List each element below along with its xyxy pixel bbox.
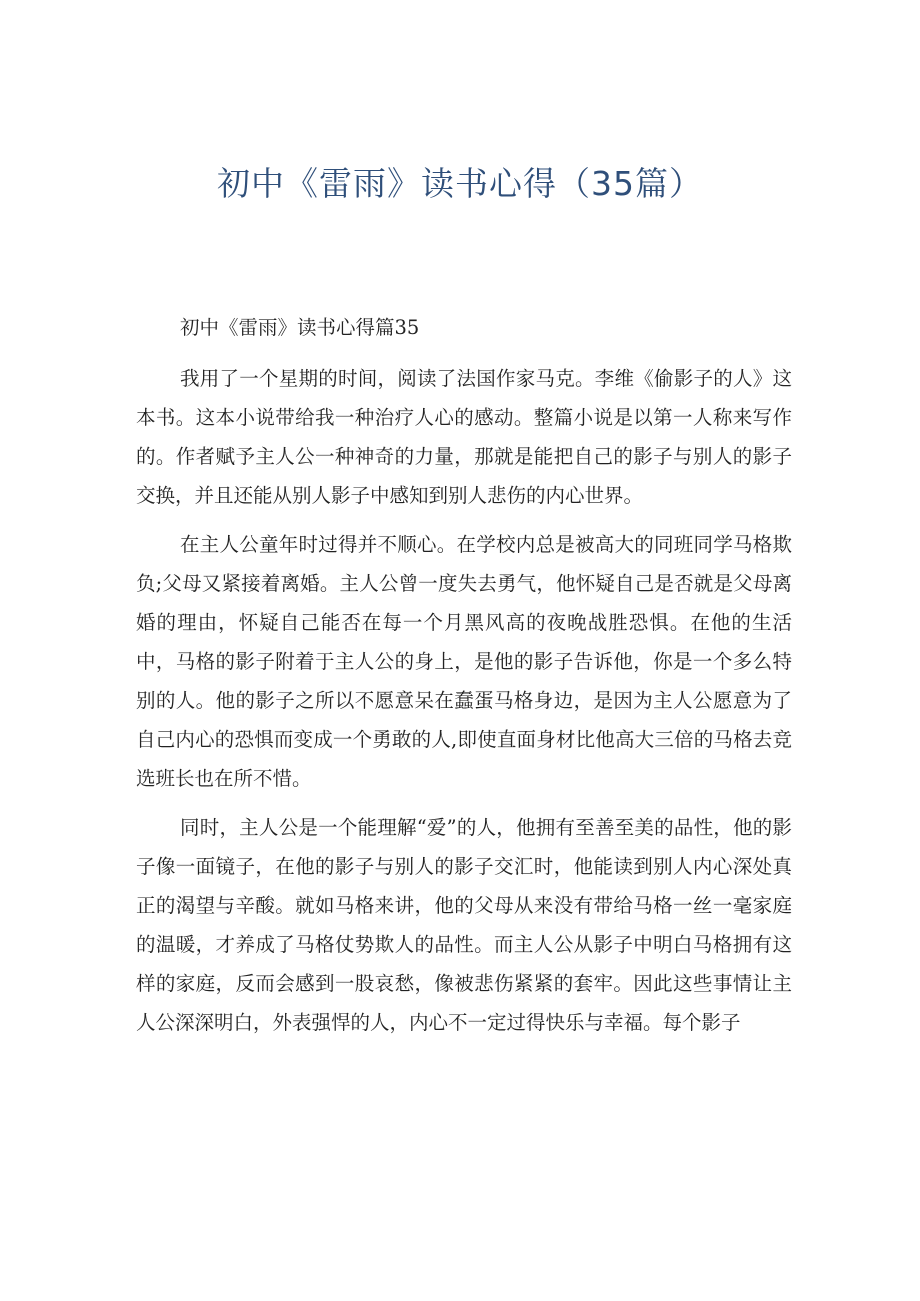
paragraph-1: 我用了一个星期的时间，阅读了法国作家马克。李维《偷影子的人》这本书。这本小说带给我一种治疗人心的感动。整篇小说是以第一人称来写作的。作者赋予主人公一种神奇的力量，那就是能把自己的影子与别人的影子交换，并且还能从别人影子中感知到别人悲伤的内心世界。: [136, 367, 792, 507]
document-body: [136, 308, 792, 1052]
document-title: 初中《雷雨》读书心得（35篇）: [217, 164, 703, 203]
paragraph-3: 同时，主人公是一个能理解“爱”的人，他拥有至善至美的品性，他的影子像一面镜子，在他的影子与别人的影子交汇时，他能读到别人内心深处真正的渴望与辛酸。就如马格来讲，他的父母从来没有带给马格一丝一毫家庭的温暖，才养成了马格仗势欺人的品性。而主人公从影子中明白马格拥有这样的家庭，反而会感到一股哀愁，像被悲伤紧紧的套牢。因此这些事情让主人公深深明白，外表强悍的人，内心不一定过得快乐与幸福。每个影子: [136, 816, 792, 1034]
section-heading: 初中《雷雨》读书心得篇35: [180, 316, 420, 339]
paragraph-2: 在主人公童年时过得并不顺心。在学校内总是被高大的同班同学马格欺负;父母又紧接着离婚。主人公曾一度失去勇气，他怀疑自己是否就是父母离婚的理由，怀疑自己能否在每一个月黑风高的夜晚战胜恐惧。在他的生活中，马格的影子附着于主人公的身上，是他的影子告诉他，你是一个多么特别的人。他的影子之所以不愿意呆在蠢蛋马格身边，是因为主人公愿意为了自己内心的恐惧而变成一个勇敢的人,即使直面身材比他高大三倍的马格去竞选班长也在所不惜。: [136, 533, 792, 790]
